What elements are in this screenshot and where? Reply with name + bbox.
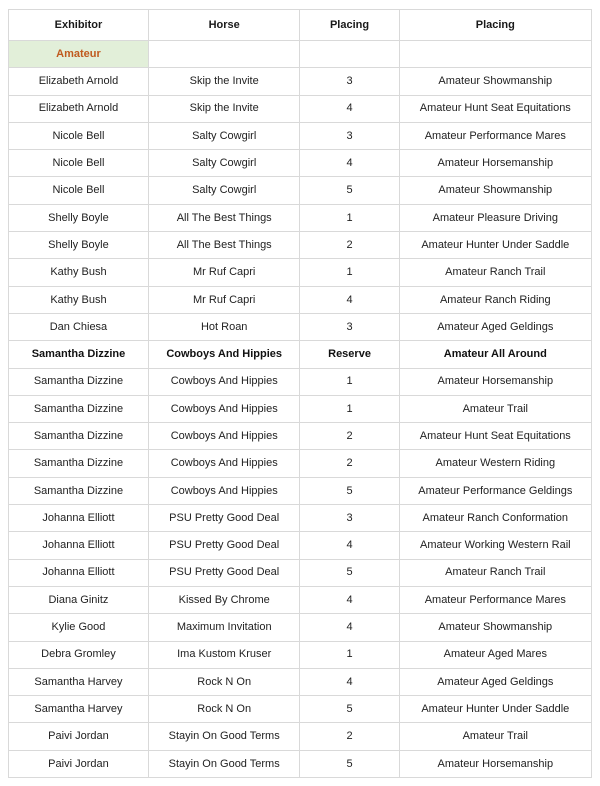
- cell-placing: 4: [300, 150, 399, 177]
- cell-class: Amateur Ranch Conformation: [399, 505, 591, 532]
- cell-exhibitor: Nicole Bell: [9, 150, 149, 177]
- cell-horse: PSU Pretty Good Deal: [148, 505, 300, 532]
- table-row: [9, 259, 592, 286]
- show-results-table: [8, 9, 592, 778]
- cell-placing: 5: [300, 696, 399, 723]
- cell-class: Amateur Ranch Trail: [399, 559, 591, 586]
- cell-class: Amateur Trail: [399, 723, 591, 750]
- cell-horse: Skip the Invite: [148, 95, 300, 122]
- cell-horse: Mr Ruf Capri: [148, 259, 300, 286]
- section-label: Amateur: [9, 41, 149, 68]
- table-row: [9, 586, 592, 613]
- cell-class: Amateur Hunt Seat Equitations: [399, 423, 591, 450]
- cell-horse: Rock N On: [148, 668, 300, 695]
- cell-exhibitor: Paivi Jordan: [9, 723, 149, 750]
- cell-exhibitor: Samantha Dizzine: [9, 450, 149, 477]
- cell-placing: Reserve: [300, 341, 399, 368]
- cell-exhibitor: Dan Chiesa: [9, 313, 149, 340]
- table-row: [9, 313, 592, 340]
- section-empty-placing: [300, 41, 399, 68]
- cell-horse: PSU Pretty Good Deal: [148, 559, 300, 586]
- cell-horse: Cowboys And Hippies: [148, 450, 300, 477]
- table-row: [9, 95, 592, 122]
- table-row: [9, 559, 592, 586]
- cell-placing: 1: [300, 259, 399, 286]
- table-row: [9, 341, 592, 368]
- cell-exhibitor: Shelly Boyle: [9, 204, 149, 231]
- cell-exhibitor: Diana Ginitz: [9, 586, 149, 613]
- table-header: [9, 10, 592, 41]
- table-row: [9, 395, 592, 422]
- cell-horse: PSU Pretty Good Deal: [148, 532, 300, 559]
- table-row: [9, 177, 592, 204]
- cell-class: Amateur Showmanship: [399, 614, 591, 641]
- cell-class: Amateur Horsemanship: [399, 750, 591, 777]
- column-header-exhibitor: Exhibitor: [9, 10, 149, 41]
- cell-placing: 4: [300, 614, 399, 641]
- cell-placing: 3: [300, 505, 399, 532]
- cell-horse: Cowboys And Hippies: [148, 341, 300, 368]
- cell-class: Amateur Performance Mares: [399, 122, 591, 149]
- cell-class: Amateur Horsemanship: [399, 368, 591, 395]
- cell-class: Amateur Aged Mares: [399, 641, 591, 668]
- section-empty-horse: [148, 41, 300, 68]
- cell-exhibitor: Johanna Elliott: [9, 559, 149, 586]
- table-row: [9, 150, 592, 177]
- cell-exhibitor: Samantha Harvey: [9, 668, 149, 695]
- cell-exhibitor: Samantha Dizzine: [9, 341, 149, 368]
- cell-horse: Hot Roan: [148, 313, 300, 340]
- cell-exhibitor: Elizabeth Arnold: [9, 68, 149, 95]
- table-row: [9, 477, 592, 504]
- cell-class: Amateur Performance Mares: [399, 586, 591, 613]
- cell-horse: Skip the Invite: [148, 68, 300, 95]
- cell-exhibitor: Debra Gromley: [9, 641, 149, 668]
- cell-placing: 2: [300, 723, 399, 750]
- cell-class: Amateur Hunt Seat Equitations: [399, 95, 591, 122]
- cell-horse: Stayin On Good Terms: [148, 750, 300, 777]
- cell-exhibitor: Elizabeth Arnold: [9, 95, 149, 122]
- cell-placing: 2: [300, 232, 399, 259]
- table-row: [9, 122, 592, 149]
- cell-horse: All The Best Things: [148, 232, 300, 259]
- cell-horse: Salty Cowgirl: [148, 177, 300, 204]
- cell-class: Amateur Working Western Rail: [399, 532, 591, 559]
- header-row: [9, 10, 592, 41]
- cell-exhibitor: Johanna Elliott: [9, 505, 149, 532]
- cell-placing: 5: [300, 177, 399, 204]
- cell-class: Amateur All Around: [399, 341, 591, 368]
- cell-horse: Ima Kustom Kruser: [148, 641, 300, 668]
- table-row: [9, 614, 592, 641]
- cell-class: Amateur Trail: [399, 395, 591, 422]
- cell-class: Amateur Hunter Under Saddle: [399, 232, 591, 259]
- cell-class: Amateur Performance Geldings: [399, 477, 591, 504]
- cell-placing: 1: [300, 368, 399, 395]
- cell-horse: Cowboys And Hippies: [148, 477, 300, 504]
- cell-horse: Salty Cowgirl: [148, 122, 300, 149]
- cell-placing: 3: [300, 68, 399, 95]
- cell-exhibitor: Nicole Bell: [9, 122, 149, 149]
- cell-placing: 1: [300, 204, 399, 231]
- cell-horse: Salty Cowgirl: [148, 150, 300, 177]
- section-header-row: [9, 41, 592, 68]
- cell-horse: Maximum Invitation: [148, 614, 300, 641]
- cell-placing: 5: [300, 477, 399, 504]
- cell-placing: 4: [300, 95, 399, 122]
- cell-class: Amateur Showmanship: [399, 68, 591, 95]
- cell-exhibitor: Johanna Elliott: [9, 532, 149, 559]
- cell-placing: 4: [300, 532, 399, 559]
- cell-exhibitor: Samantha Dizzine: [9, 477, 149, 504]
- cell-class: Amateur Horsemanship: [399, 150, 591, 177]
- cell-placing: 3: [300, 313, 399, 340]
- table-row: [9, 450, 592, 477]
- cell-exhibitor: Samantha Harvey: [9, 696, 149, 723]
- cell-placing: 5: [300, 750, 399, 777]
- cell-exhibitor: Kylie Good: [9, 614, 149, 641]
- table-row: [9, 505, 592, 532]
- table-row: [9, 696, 592, 723]
- cell-placing: 4: [300, 286, 399, 313]
- table-body: [9, 41, 592, 778]
- cell-class: Amateur Ranch Trail: [399, 259, 591, 286]
- cell-placing: 2: [300, 423, 399, 450]
- cell-placing: 4: [300, 668, 399, 695]
- column-header-placing: Placing: [300, 10, 399, 41]
- table-row: [9, 68, 592, 95]
- cell-horse: Cowboys And Hippies: [148, 395, 300, 422]
- cell-placing: 1: [300, 395, 399, 422]
- cell-exhibitor: Nicole Bell: [9, 177, 149, 204]
- section-empty-class: [399, 41, 591, 68]
- cell-class: Amateur Hunter Under Saddle: [399, 696, 591, 723]
- cell-class: Amateur Showmanship: [399, 177, 591, 204]
- cell-placing: 5: [300, 559, 399, 586]
- cell-horse: Rock N On: [148, 696, 300, 723]
- table-row: [9, 204, 592, 231]
- column-header-class: Placing: [399, 10, 591, 41]
- table-row: [9, 750, 592, 777]
- table-row: [9, 723, 592, 750]
- table-row: [9, 423, 592, 450]
- cell-exhibitor: Samantha Dizzine: [9, 395, 149, 422]
- cell-exhibitor: Paivi Jordan: [9, 750, 149, 777]
- table-row: [9, 641, 592, 668]
- cell-exhibitor: Kathy Bush: [9, 286, 149, 313]
- cell-horse: Kissed By Chrome: [148, 586, 300, 613]
- cell-exhibitor: Shelly Boyle: [9, 232, 149, 259]
- column-header-horse: Horse: [148, 10, 300, 41]
- cell-class: Amateur Ranch Riding: [399, 286, 591, 313]
- table-row: [9, 668, 592, 695]
- cell-horse: All The Best Things: [148, 204, 300, 231]
- cell-class: Amateur Aged Geldings: [399, 313, 591, 340]
- cell-placing: 3: [300, 122, 399, 149]
- cell-class: Amateur Aged Geldings: [399, 668, 591, 695]
- cell-horse: Cowboys And Hippies: [148, 423, 300, 450]
- table-row: [9, 286, 592, 313]
- cell-horse: Stayin On Good Terms: [148, 723, 300, 750]
- cell-class: Amateur Pleasure Driving: [399, 204, 591, 231]
- cell-exhibitor: Kathy Bush: [9, 259, 149, 286]
- cell-placing: 4: [300, 586, 399, 613]
- cell-horse: Mr Ruf Capri: [148, 286, 300, 313]
- cell-horse: Cowboys And Hippies: [148, 368, 300, 395]
- cell-placing: 1: [300, 641, 399, 668]
- cell-class: Amateur Western Riding: [399, 450, 591, 477]
- table-row: [9, 232, 592, 259]
- cell-placing: 2: [300, 450, 399, 477]
- table-row: [9, 532, 592, 559]
- cell-exhibitor: Samantha Dizzine: [9, 368, 149, 395]
- cell-exhibitor: Samantha Dizzine: [9, 423, 149, 450]
- table-row: [9, 368, 592, 395]
